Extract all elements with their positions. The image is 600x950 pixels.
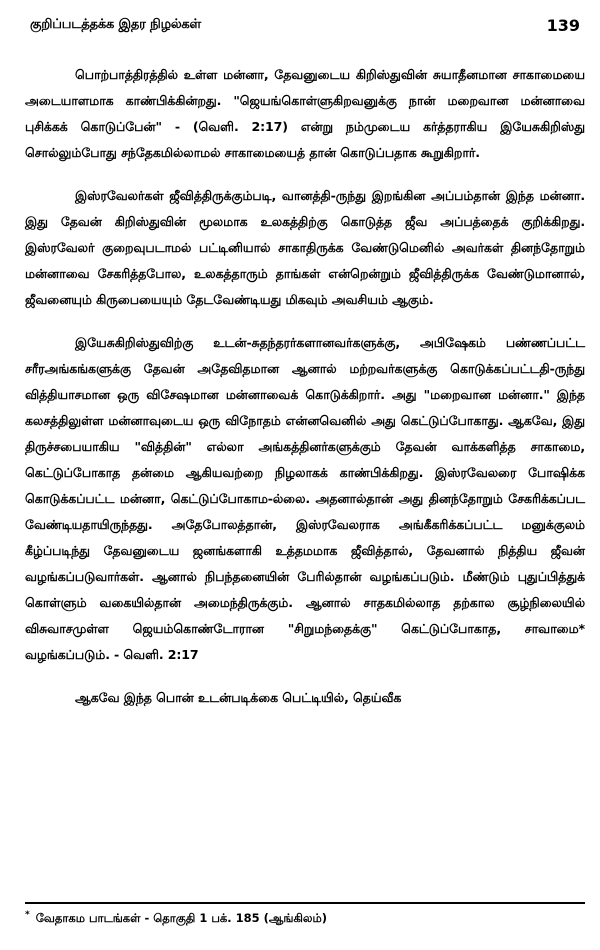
body-text xyxy=(25,62,585,728)
footnote-divider xyxy=(25,902,585,904)
footnote xyxy=(25,910,327,927)
page-number: 139 xyxy=(546,15,580,35)
paragraph-4: ஆகவே இந்த பொன் உடன்படிக்கை பெட்டியில், தெய்வீக xyxy=(75,690,402,705)
paragraph-1: பொற்பாத்திரத்தில் உள்ள மன்னா, தேவனுடைய கிறிஸ்துவின் சுயாதீனமான சாகாமையை அடையாளமாக காண்பிக்கின்றது. "ஜெயங்கொள்ளுகிறவனுக்கு நான் மறைவான மன்னாவை புசிக்கக் கொடுப்பேன்" - (வெளி. 2:17) என்று நம்முடைய கர்த்தராகிய இயேசுகிறிஸ்து சொல்லும்போது சந்தேகமில்லாமல் சாகாமையைத் தான் கொடுப்பதாக கூறுகிறார். xyxy=(25,67,585,160)
running-head: குறிப்படத்தக்க இதர நிழல்கள் xyxy=(30,17,202,32)
paragraph-3: இயேசுகிறிஸ்துவிற்கு உடன்-சுதந்தரர்களானவர்களுக்கு, அபிஷேகம் பண்ணப்பட்ட சரீரஅங்கங்களுக்கு தேவன் அதேவிதமான ஆனால் மற்றவர்களுக்கு கொடுக்கப்பட்டதி-ருந்து வித்தியாசமான ஒரு விசேஷமான மன்னாவைக் கொடுக்கிறார். அது "மறைவான மன்னா." இந்த கலசத்திலுள்ள மன்னாவுடைய ஒரு விநோதம் என்னவெனில் அது கெட்டுப்போகாது. ஆகவே, இது திருச்சபையாகிய "வித்தின்" எல்லா அங்கத்தினர்களுக்கும் தேவன் வாக்களித்த சாகாமை, கெட்டுப்போகாத தன்மை ஆகியவற்றை நிழலாகக் காண்பிக்கிறது. இஸ்ரவேலரை போஷிக்க கொடுக்கப்பட்ட மன்னா, கெட்டுப்போகாம-ல்லை. அதனால்தான் அது தினந்தோறும் சேகரிக்கப்பட வேண்டியதாயிருந்தது. அதேபோலத்தான், இஸ்ரவேலராக அங்கீகரிக்கப்பட்ட மனுக்குலம் கீழ்ப்படிந்து தேவனுடைய ஜனங்களாகி உத்தமமாக ஜீவித்தால், தேவனால் நித்திய ஜீவன் வழங்கப்படுவார்கள். ஆனால் நிபந்தனையின் பேரில்தான் வழங்கப்படும். மீண்டும் புதுப்பித்துக் கொள்ளும் வகையில்தான் அமைந்திருக்கும். ஆனால் சாதகமில்லாத தற்கால சூழ்நிலையில் விசுவாசமுள்ள ஜெயம்கொண்டோரான "சிறுமந்தைக்கு" கெட்டுப்போகாத, சாவாமை* வழங்கப்படும். - வெளி. 2:17 xyxy=(25,335,585,662)
page-header xyxy=(30,12,580,38)
footnote-marker: * xyxy=(25,910,30,920)
paragraph-2: இஸ்ரவேலர்கள் ஜீவித்திருக்கும்படி, வானத்தி-ருந்து இறங்கின அப்பம்தான் இந்த மன்னா. இது தேவன் கிறிஸ்துவின் மூலமாக உலகத்திற்கு கொடுத்த ஜீவ அப்பத்தைக் குறிக்கிறது. இஸ்ரவேலர் குறைவுபடாமல் பட்டினியால் சாகாதிருக்க வேண்டுமெனில் அவர்கள் தினந்தோறும் மன்னாவை சேகரித்தபோல, உலகத்தாரும் தாங்கள் என்றென்றும் ஜீவித்திருக்க வேண்டுமானால், ஜீவனையும் கிருபையையும் தேடவேண்டியது மிகவும் அவசியம் ஆகும். xyxy=(25,188,585,307)
footnote-text: வேதாகம பாடங்கள் - தொகுதி 1 பக். 185 (ஆங்கிலம்) xyxy=(35,910,327,925)
